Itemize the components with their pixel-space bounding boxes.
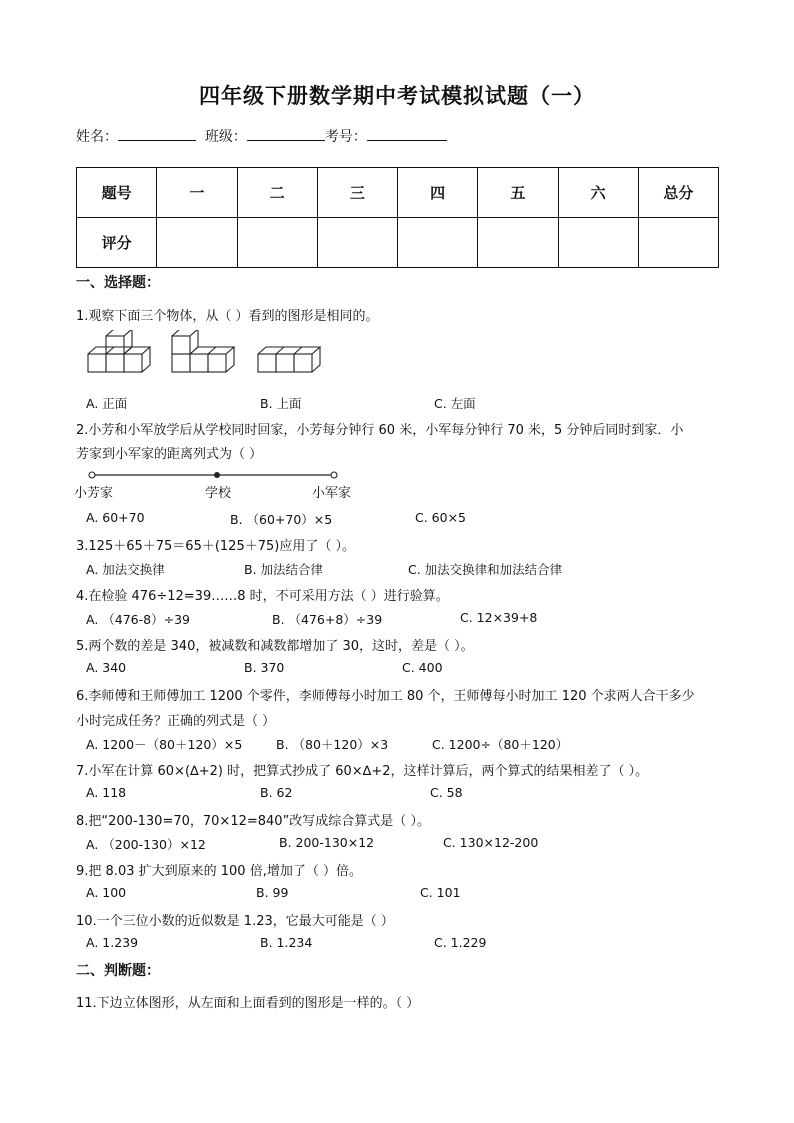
score-cell[interactable] [478, 218, 558, 268]
q7-option-a[interactable]: A. 118 [86, 785, 127, 800]
point-xiaofang [89, 472, 95, 478]
q8-option-c[interactable]: C. 130×12-200 [443, 835, 539, 850]
q4-option-c[interactable]: C. 12×39+8 [460, 610, 538, 625]
section-heading-judge: 二、判断题： [76, 963, 160, 979]
section-heading-choice: 一、选择题： [76, 275, 160, 291]
score-cell[interactable] [558, 218, 638, 268]
q4-option-b[interactable]: B. （476+8）÷39 [272, 612, 383, 627]
score-header-cell: 四 [398, 168, 478, 218]
score-header-cell: 六 [558, 168, 638, 218]
q1-option-a[interactable]: A. 正面 [86, 396, 128, 411]
student-info-line [76, 126, 447, 146]
score-header-cell: 二 [237, 168, 317, 218]
numline-label-xiaojun: 小军家 [312, 486, 352, 501]
q6-option-a[interactable]: A. 1200－（80＋120）×5 [86, 737, 243, 752]
score-cell[interactable] [157, 218, 237, 268]
score-header-cell: 题号 [77, 168, 157, 218]
cube-figure-2 [172, 330, 234, 372]
score-cell[interactable] [317, 218, 397, 268]
score-cell[interactable] [638, 218, 718, 268]
q6-option-c[interactable]: C. 1200÷（80＋120） [432, 737, 569, 752]
q7-option-b[interactable]: B. 62 [260, 785, 293, 800]
q1-option-b[interactable]: B. 上面 [260, 396, 302, 411]
class-label: 班级： [204, 129, 247, 145]
q10-option-b[interactable]: B. 1.234 [260, 935, 313, 950]
q2-option-b[interactable]: B. （60+70）×5 [230, 512, 333, 527]
q5-option-c[interactable]: C. 400 [402, 660, 443, 675]
score-row-label: 评分 [77, 218, 157, 268]
name-blank[interactable] [118, 126, 196, 141]
q7-option-c[interactable]: C. 58 [430, 785, 463, 800]
question-4: 4.在检验 476÷12=39……8 时，不可采用方法（ ）进行验算。 [76, 589, 449, 604]
q1-option-c[interactable]: C. 左面 [434, 396, 476, 411]
exam-no-label: 考号： [324, 129, 367, 145]
question-3: 3.125＋65＋75＝65＋(125＋75)应用了（ ）。 [76, 539, 355, 554]
question-9: 9.把 8.03 扩大到原来的 100 倍,增加了（ ）倍。 [76, 864, 362, 879]
numline-label-xiaofang: 小芳家 [74, 486, 114, 501]
page-title: 四年级下册数学期中考试模拟试题（一） [199, 84, 595, 108]
q9-option-c[interactable]: C. 101 [420, 885, 461, 900]
q8-option-a[interactable]: A. （200-130）×12 [86, 837, 206, 852]
score-table-score-row [77, 218, 719, 268]
q3-option-c[interactable]: C. 加法交换律和加法结合律 [408, 562, 563, 577]
q10-option-c[interactable]: C. 1.229 [434, 935, 487, 950]
score-cell[interactable] [398, 218, 478, 268]
q4-option-a[interactable]: A. （476-8）÷39 [86, 612, 190, 627]
point-school [214, 472, 220, 478]
q5-option-a[interactable]: A. 340 [86, 660, 127, 675]
q6-option-b[interactable]: B. （80＋120）×3 [276, 737, 389, 752]
exam-no-blank[interactable] [367, 126, 447, 141]
q3-option-b[interactable]: B. 加法结合律 [244, 562, 324, 577]
score-header-cell: 一 [157, 168, 237, 218]
question-6-line-2: 小时完成任务？正确的列式是（ ） [76, 714, 276, 729]
q9-option-b[interactable]: B. 99 [256, 885, 289, 900]
score-header-cell: 总分 [638, 168, 718, 218]
q2-option-a[interactable]: A. 60+70 [86, 510, 145, 525]
question-10: 10.一个三位小数的近似数是 1.23，它最大可能是（ ） [76, 914, 394, 929]
numline-label-school: 学校 [205, 486, 232, 501]
number-line [86, 469, 342, 481]
score-header-cell: 三 [317, 168, 397, 218]
question-7: 7.小军在计算 60×(∆+2) 时，把算式抄成了 60×∆+2，这样计算后，两个算式的结果相差了（ ）。 [76, 764, 649, 779]
class-blank[interactable] [247, 126, 325, 141]
score-cell[interactable] [237, 218, 317, 268]
q9-option-a[interactable]: A. 100 [86, 885, 127, 900]
q8-option-b[interactable]: B. 200-130×12 [279, 835, 375, 850]
q2-option-c[interactable]: C. 60×5 [415, 510, 467, 525]
score-header-cell: 五 [478, 168, 558, 218]
question-2-line-2: 芳家到小军家的距离列式为（ ） [76, 447, 263, 462]
q5-option-b[interactable]: B. 370 [244, 660, 285, 675]
question-11: 11.下边立体图形，从左面和上面看到的图形是一样的。（ ） [76, 996, 420, 1011]
score-table [76, 167, 719, 268]
question-5: 5.两个数的差是 340，被减数和减数都增加了 30，这时，差是（ ）。 [76, 639, 474, 654]
name-label: 姓名： [76, 129, 118, 145]
question-6-line-1: 6.李师傅和王师傅加工 1200 个零件，李师傅每小时加工 80 个，王师傅每小时加工 120 个求两人合干多少 [76, 689, 695, 704]
q10-option-a[interactable]: A. 1.239 [86, 935, 139, 950]
cube-figures [86, 330, 326, 376]
question-2-line-1: 2.小芳和小军放学后从学校同时回家，小芳每分钟行 60 米，小军每分钟行 70 米，5 分钟后同时到家．小 [76, 423, 684, 438]
score-table-header-row [77, 168, 719, 218]
cube-figure-1 [88, 330, 150, 372]
q3-option-a[interactable]: A. 加法交换律 [86, 562, 165, 577]
question-1: 1.观察下面三个物体，从（ ）看到的图形是相同的。 [76, 309, 379, 324]
cube-figure-3 [258, 347, 320, 372]
point-xiaojun [331, 472, 337, 478]
question-8: 8.把“200-130=70，70×12=840”改写成综合算式是（ ）。 [76, 814, 430, 829]
